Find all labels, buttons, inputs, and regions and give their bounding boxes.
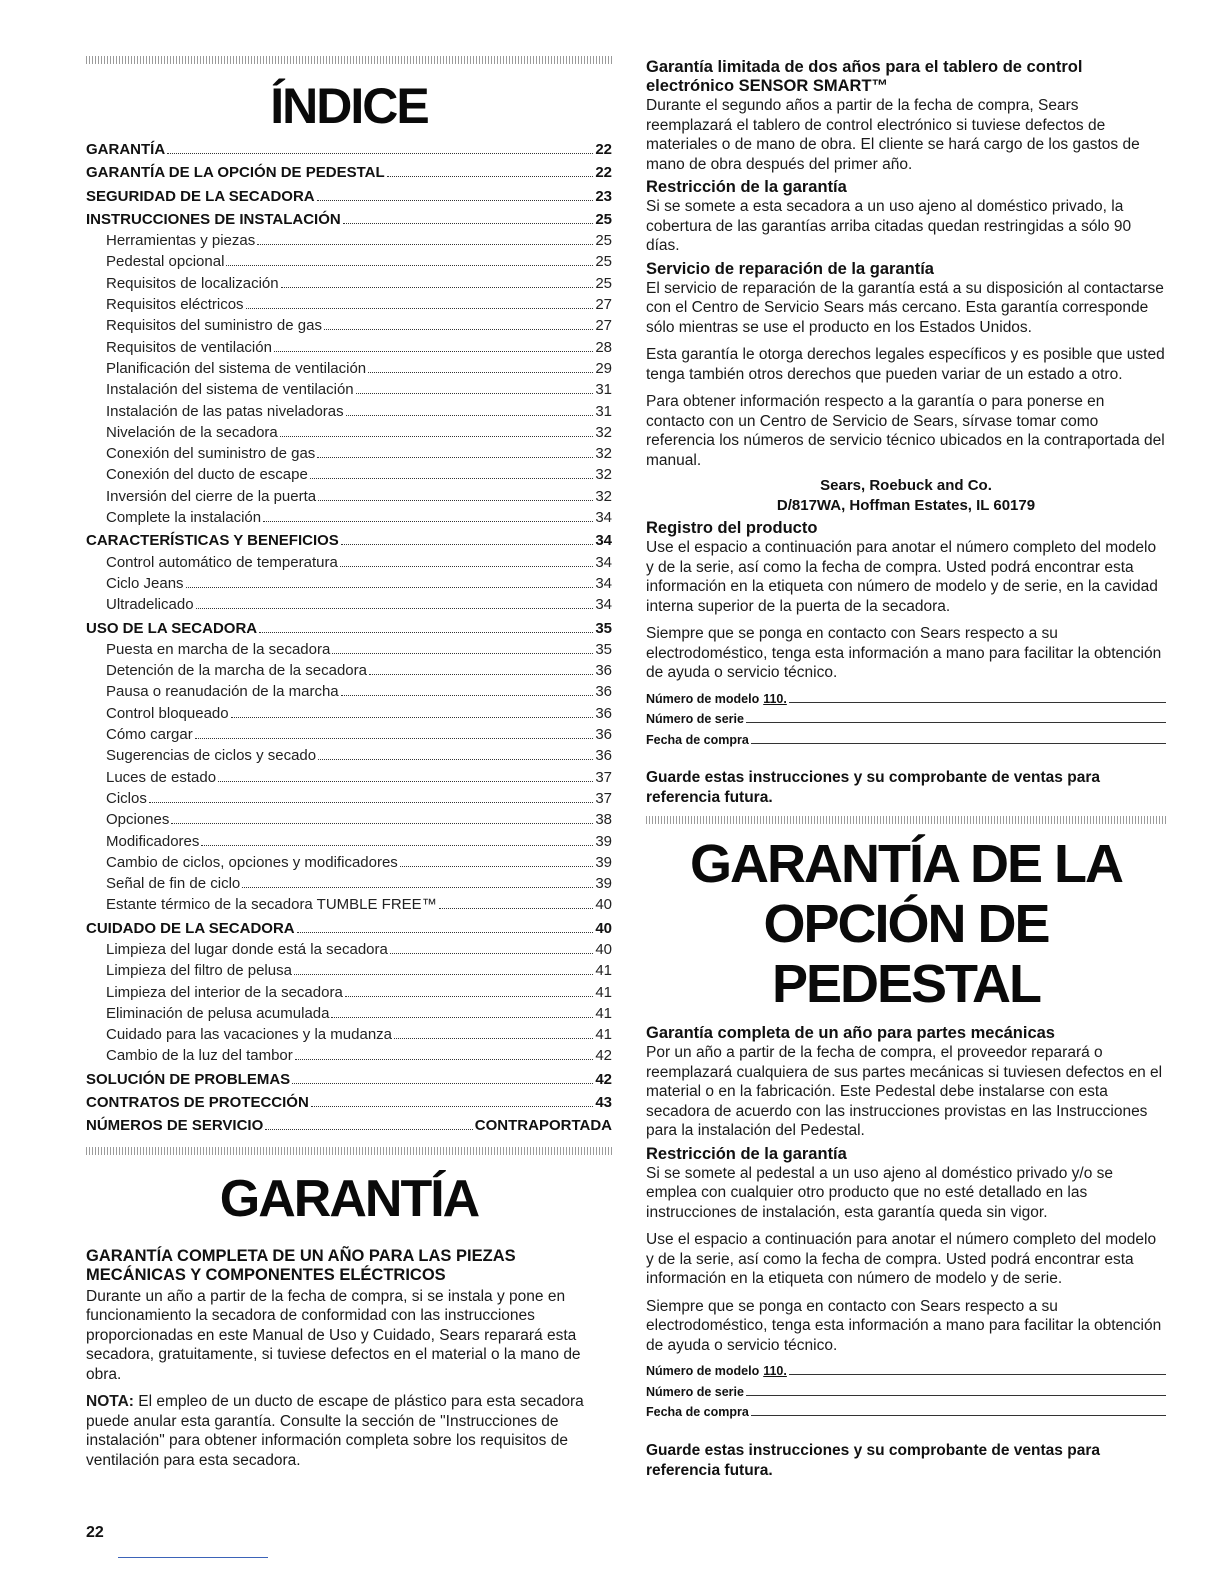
toc-label: Conexión del ducto de escape [106, 466, 308, 484]
toc-leader-dots [387, 176, 594, 177]
sensor-body: Durante el segundo años a partir de la fecha de compra, Sears reemplazará el tablero de control electrónico si tuviese defectos de materiales o de mano de obra. El cliente se hará cargo de los gastos de mano de obra después del primer año. [646, 97, 1140, 173]
warranty-note [86, 1392, 612, 1470]
toc-label: Control automático de temperatura [106, 553, 338, 571]
toc-page: 43 [595, 1094, 612, 1112]
purchase-date-field[interactable] [751, 1415, 1166, 1416]
toc-label: Pausa o reanudación de la marcha [106, 683, 339, 701]
toc-entry[interactable] [86, 358, 612, 379]
section-divider [646, 816, 1166, 824]
toc-page: 38 [595, 811, 612, 829]
toc-entry[interactable] [86, 507, 612, 528]
toc-leader-dots [201, 845, 593, 846]
toc-leader-dots [292, 1083, 593, 1084]
toc-entry[interactable] [86, 1045, 612, 1066]
toc-page: 36 [595, 704, 612, 722]
pedestal-keep-instructions: Guarde estas instrucciones y su comprobante de ventas para referencia futura. [646, 1441, 1100, 1479]
toc-page: 32 [595, 423, 612, 441]
toc-page: 34 [595, 596, 612, 614]
toc-entry[interactable] [86, 401, 612, 422]
warranty-body: Durante un año a partir de la fecha de compra, si se instala y pone en funcionamiento la secadora de conformidad con las instrucciones proporcionadas en este Manual de Uso y Cuidado, Sears reparará esta secadora, gratuitamente, si tuviese defectos en el material o la mano de obra. [86, 1287, 581, 1383]
service-heading: Servicio de reparación de la garantía [646, 259, 934, 278]
toc-label: CUIDADO DE LA SECADORA [86, 919, 295, 937]
toc-entry[interactable] [86, 873, 612, 894]
warranty-heading: GARANTÍA COMPLETA DE UN AÑO PARA LAS PIEZAS MECÁNICAS Y COMPONENTES ELÉCTRICOS [86, 1246, 516, 1284]
toc-entry[interactable] [86, 1070, 612, 1090]
toc-page: 37 [595, 768, 612, 786]
toc-label: Sugerencias de ciclos y secado [106, 747, 317, 765]
toc-page: 35 [595, 640, 612, 658]
toc-page: 31 [595, 381, 612, 399]
toc-page: 22 [595, 141, 612, 158]
toc-leader-dots [318, 759, 593, 760]
toc-leader-dots [317, 457, 593, 458]
toc-page: 35 [595, 619, 612, 637]
toc-label: Eliminación de pelusa acumulada [106, 1004, 330, 1022]
toc-page: 39 [595, 875, 612, 893]
toc-entry[interactable] [86, 1093, 612, 1113]
toc-page: 32 [595, 445, 612, 463]
toc-page: 25 [595, 210, 612, 228]
toc-leader-dots [343, 223, 594, 224]
toc-label: GARANTÍA [86, 141, 166, 158]
pedestal-registration-form [646, 1361, 1166, 1423]
toc-label: Estante térmico de la secadora TUMBLE FREE™ [106, 896, 437, 914]
toc-label: Ultradelicado [106, 596, 194, 614]
toc-label: NÚMEROS DE SERVICIO [86, 1117, 264, 1135]
sensor-restriction-heading: Restricción de la garantía [646, 178, 847, 196]
toc-entry[interactable] [86, 745, 612, 766]
toc-page: 25 [595, 232, 612, 250]
toc-label: GARANTÍA DE LA OPCIÓN DE PEDESTAL [86, 164, 385, 182]
model-number-field[interactable] [789, 1374, 1166, 1375]
toc-leader-dots [242, 887, 593, 888]
toc-page: 41 [595, 1004, 612, 1022]
toc-label: Limpieza del interior de la secadora [106, 983, 343, 1001]
rights-body: Esta garantía le otorga derechos legales específicos y es posible que usted tenga también otros derechos que pueden variar de un estado a otro. [646, 346, 1165, 383]
toc-entry[interactable] [86, 639, 612, 660]
toc-label: Inversión del cierre de la puerta [106, 487, 317, 505]
section-divider [86, 56, 612, 64]
toc-entry[interactable] [86, 573, 612, 594]
toc-label: Requisitos eléctricos [106, 296, 244, 314]
serial-number-line: Número de serie [646, 1382, 1166, 1403]
toc-label: Modificadores [106, 832, 200, 850]
serial-number-field[interactable] [746, 722, 1166, 723]
toc-label: Requisitos de localización [106, 274, 279, 292]
toc-page: 39 [595, 853, 612, 871]
contact-body: Siempre que se ponga en contacto con Sears respecto a su electrodoméstico, tenga esta información a mano para facilitar la obtención de ayuda o servicio técnico. [646, 625, 1162, 681]
toc-page: 31 [595, 402, 612, 420]
toc-entry[interactable] [86, 187, 612, 207]
toc-page: 40 [595, 896, 612, 914]
toc-page: 40 [595, 919, 612, 937]
toc-leader-dots [149, 802, 593, 803]
toc-entry[interactable] [86, 210, 612, 230]
toc-leader-dots [368, 372, 593, 373]
toc-leader-dots [186, 587, 594, 588]
toc-entry[interactable] [86, 919, 612, 939]
toc-leader-dots [246, 308, 594, 309]
toc-page: 34 [595, 532, 612, 550]
toc-label: Opciones [106, 811, 170, 829]
toc-entry[interactable] [86, 273, 612, 294]
toc-label: Instalación del sistema de ventilación [106, 381, 354, 399]
toc-leader-dots [318, 500, 593, 501]
toc-entry[interactable] [86, 960, 612, 981]
toc-leader-dots [265, 1129, 473, 1130]
toc-leader-dots [195, 738, 594, 739]
toc-entry[interactable] [86, 531, 612, 551]
service-body: El servicio de reparación de la garantía está a su disposición al contactarse con el Centro de Servicio Sears más cercano. Esta garantía corresponde sólo mientras se use el producto en los Estados Unidos. [646, 279, 1164, 336]
toc-leader-dots [280, 436, 594, 437]
toc-entry[interactable] [86, 294, 612, 315]
toc-label: Ciclo Jeans [106, 574, 184, 592]
toc-entry[interactable] [86, 379, 612, 400]
toc-entry[interactable] [86, 809, 612, 830]
address-line-2: D/817WA, Hoffman Estates, IL 60179 [776, 496, 1036, 514]
registry-body: Use el espacio a continuación para anotar el número completo del modelo y de la serie, así como la fecha de compra. Usted podrá encontrar esta información en la etiqueta con número de modelo y de serie, en la cavidad interna superior de la puerta de la secadora. [646, 539, 1158, 615]
purchase-date-field[interactable] [751, 743, 1166, 744]
toc-page: 36 [595, 683, 612, 701]
toc-entry[interactable] [86, 464, 612, 485]
toc-leader-dots [263, 521, 593, 522]
sensor-heading: Garantía limitada de dos años para el tablero de control electrónico SENSOR SMART™ [646, 58, 1083, 95]
index-title: ÍNDICE [270, 78, 428, 134]
toc-entry[interactable] [86, 1003, 612, 1024]
toc-leader-dots [218, 781, 593, 782]
toc-page: 37 [595, 789, 612, 807]
toc-label: Conexión del suministro de gas [106, 445, 316, 463]
toc-page: 42 [595, 1070, 612, 1088]
toc-page: 34 [595, 574, 612, 592]
toc-leader-dots [331, 1017, 593, 1018]
toc-leader-dots [346, 415, 594, 416]
toc-label: Instalación de las patas niveladoras [106, 402, 344, 420]
toc-page: 28 [595, 338, 612, 356]
note-label: NOTA: [86, 1393, 134, 1411]
toc-page: 41 [595, 962, 612, 980]
registration-form [646, 689, 1166, 751]
toc-entry[interactable] [86, 230, 612, 251]
toc-leader-dots [390, 953, 593, 954]
toc-entry[interactable] [86, 619, 612, 639]
toc-leader-dots [171, 823, 593, 824]
toc-page: 25 [595, 253, 612, 271]
toc-page: 36 [595, 726, 612, 744]
left-column [86, 56, 612, 1470]
toc-label: Ciclos [106, 789, 147, 807]
toc-label: Limpieza del lugar donde está la secadora [106, 940, 388, 958]
address-line-1: Sears, Roebuck and Co. [820, 477, 992, 494]
toc-entry[interactable] [86, 251, 612, 272]
toc-label: Cambio de la luz del tambor [106, 1047, 293, 1065]
toc-label: Requisitos de ventilación [106, 338, 272, 356]
toc-page: 25 [595, 274, 612, 292]
pedestal-restriction-heading: Restricción de la garantía [646, 1144, 847, 1163]
toc-label: Detención de la marcha de la secadora [106, 662, 367, 680]
toc-page: 36 [595, 747, 612, 765]
toc-leader-dots [356, 393, 594, 394]
toc-page: 41 [595, 1026, 612, 1044]
toc-entry[interactable] [86, 552, 612, 573]
toc-label: SEGURIDAD DE LA SECADORA [86, 187, 315, 205]
purchase-date-line: Fecha de compra [646, 1402, 1166, 1423]
toc-leader-dots [369, 674, 593, 675]
toc-entry[interactable] [86, 1024, 612, 1045]
toc-leader-dots [167, 153, 593, 154]
toc-leader-dots [394, 1038, 593, 1039]
toc-leader-dots [310, 478, 594, 479]
toc-leader-dots [259, 632, 593, 633]
toc-entry[interactable] [86, 939, 612, 960]
toc-entry[interactable] [86, 852, 612, 873]
toc-page: 42 [595, 1047, 612, 1065]
toc-label: Pedestal opcional [106, 253, 225, 271]
footer-line [118, 1557, 268, 1558]
warranty-title: GARANTÍA [219, 1169, 479, 1228]
pedestal-title-line-2: OPCIÓN DE PEDESTAL [763, 894, 1049, 1014]
toc-label: Complete la instalación [106, 509, 262, 527]
toc-label: Nivelación de la secadora [106, 423, 278, 441]
toc-label: Control bloqueado [106, 704, 229, 722]
toc-page: 41 [595, 983, 612, 1001]
sensor-restriction-body: Si se somete a esta secadora a un uso ajeno al doméstico privado, la cobertura de las garantías arriba citadas quedan restringidas a sólo 90 días. [646, 198, 1132, 254]
table-of-contents [86, 140, 612, 1137]
toc-leader-dots [294, 974, 593, 975]
section-divider [86, 1147, 612, 1155]
pedestal-heading: Garantía completa de un año para partes mecánicas [646, 1024, 1055, 1042]
toc-label: Requisitos del suministro de gas [106, 317, 322, 335]
toc-entry[interactable] [86, 594, 612, 615]
toc-label: Cambio de ciclos, opciones y modificadores [106, 853, 398, 871]
toc-leader-dots [400, 866, 594, 867]
pedestal-title-line-1: GARANTÍA DE LA [690, 834, 1122, 894]
toc-label: Puesta en marcha de la secadora [106, 640, 331, 658]
model-number-line: Número de modelo 110. [646, 689, 1166, 710]
toc-page: 23 [595, 187, 612, 205]
toc-page: 40 [595, 940, 612, 958]
toc-entry[interactable] [86, 788, 612, 809]
toc-entry[interactable] [86, 315, 612, 336]
toc-page: 27 [595, 296, 612, 314]
pedestal-contact-body: Siempre que se ponga en contacto con Sears respecto a su electrodoméstico, tenga esta información a mano para facilitar la obtención de ayuda o servicio técnico. [646, 1297, 1162, 1354]
pedestal-body: Por un año a partir de la fecha de compra, el proveedor reparará o reemplazará cualquiera de sus partes mecánicas si tuviesen defectos en el material o en la fabricación. Este Pedestal debe instalarse con esta secadora de acuerdo con las instrucciones provistas en las Instrucciones para la instalación del Pedestal. [646, 1044, 1163, 1139]
serial-number-field[interactable] [746, 1395, 1166, 1396]
toc-leader-dots [324, 329, 593, 330]
toc-entry[interactable] [86, 163, 612, 183]
toc-label: Cuidado para las vacaciones y la mudanza [106, 1026, 393, 1044]
toc-page: 22 [595, 164, 612, 182]
toc-entry[interactable] [86, 660, 612, 681]
toc-page: 32 [595, 487, 612, 505]
toc-entry[interactable] [86, 724, 612, 745]
toc-page: 34 [595, 553, 612, 571]
info-body: Para obtener información respecto a la garantía o para ponerse en contacto con un Centro de Servicio de Sears, sírvase tomar como referencia los números de servicio técnico ubicados en la contraportada del manual. [646, 393, 1165, 469]
note-text: El empleo de un ducto de escape de plástico para esta secadora puede anular esta garantía. Consulte la sección de "Instrucciones de instalación" para obtener información completa sobre los requisitos de ventilación para esta secadora. [86, 1393, 584, 1469]
toc-entry[interactable] [86, 1116, 612, 1136]
registry-heading: Registro del producto [646, 519, 818, 537]
toc-entry[interactable] [86, 337, 612, 358]
toc-entry[interactable] [86, 486, 612, 507]
serial-number-line: Número de serie [646, 709, 1166, 730]
toc-label: Planificación del sistema de ventilación [106, 359, 367, 377]
toc-page: 29 [595, 359, 612, 377]
pedestal-restriction-body: Si se somete al pedestal a un uso ajeno al doméstico privado y/o se emplea con cualquier otro producto que no esté detallado en las instrucciones de instalación, esta garantía queda sin vigor. [646, 1164, 1113, 1221]
toc-entry[interactable] [86, 982, 612, 1003]
toc-leader-dots [196, 608, 594, 609]
page-number: 22 [86, 1524, 104, 1541]
toc-leader-dots [345, 996, 594, 997]
right-column [646, 58, 1166, 1481]
toc-leader-dots [274, 351, 593, 352]
toc-entry[interactable] [86, 422, 612, 443]
toc-leader-dots [332, 653, 593, 654]
toc-label: Cómo cargar [106, 726, 193, 744]
toc-entry[interactable] [86, 767, 612, 788]
purchase-date-line: Fecha de compra [646, 730, 1166, 751]
toc-label: Señal de fin de ciclo [106, 875, 241, 893]
toc-page: 39 [595, 832, 612, 850]
model-number-line: Número de modelo 110. [646, 1361, 1166, 1382]
toc-leader-dots [226, 265, 593, 266]
toc-leader-dots [231, 717, 594, 718]
toc-leader-dots [257, 244, 593, 245]
toc-label: INSTRUCCIONES DE INSTALACIÓN [86, 210, 341, 228]
toc-leader-dots [295, 1059, 594, 1060]
toc-page: 36 [595, 662, 612, 680]
model-number-field[interactable] [789, 702, 1166, 703]
toc-leader-dots [341, 544, 594, 545]
toc-label: SOLUCIÓN DE PROBLEMAS [86, 1070, 291, 1088]
toc-entry[interactable] [86, 894, 612, 915]
toc-leader-dots [317, 200, 594, 201]
toc-page: 27 [595, 317, 612, 335]
toc-entry[interactable] [86, 681, 612, 702]
toc-leader-dots [281, 287, 594, 288]
toc-entry[interactable] [86, 831, 612, 852]
toc-label: USO DE LA SECADORA [86, 619, 258, 637]
toc-entry[interactable] [86, 140, 612, 160]
toc-leader-dots [439, 908, 594, 909]
toc-label: Herramientas y piezas [106, 232, 256, 250]
toc-page: 34 [595, 509, 612, 527]
toc-entry[interactable] [86, 443, 612, 464]
toc-label: CARACTERÍSTICAS Y BENEFICIOS [86, 532, 339, 550]
toc-entry[interactable] [86, 703, 612, 724]
toc-page: 32 [595, 466, 612, 484]
toc-label: CONTRATOS DE PROTECCIÓN [86, 1094, 309, 1112]
pedestal-registry-body: Use el espacio a continuación para anotar el número completo del modelo y de la serie, así como la fecha de compra. Usted podrá encontrar esta información en la etiqueta con número de modelo y de serie. [646, 1231, 1157, 1287]
toc-label: Limpieza del filtro de pelusa [106, 962, 292, 980]
toc-leader-dots [311, 1106, 594, 1107]
keep-instructions: Guarde estas instrucciones y su comprobante de ventas para referencia futura. [646, 769, 1100, 806]
toc-leader-dots [340, 566, 594, 567]
toc-page: CONTRAPORTADA [474, 1117, 612, 1135]
toc-label: Luces de estado [106, 768, 217, 786]
toc-leader-dots [297, 932, 594, 933]
toc-leader-dots [341, 695, 594, 696]
